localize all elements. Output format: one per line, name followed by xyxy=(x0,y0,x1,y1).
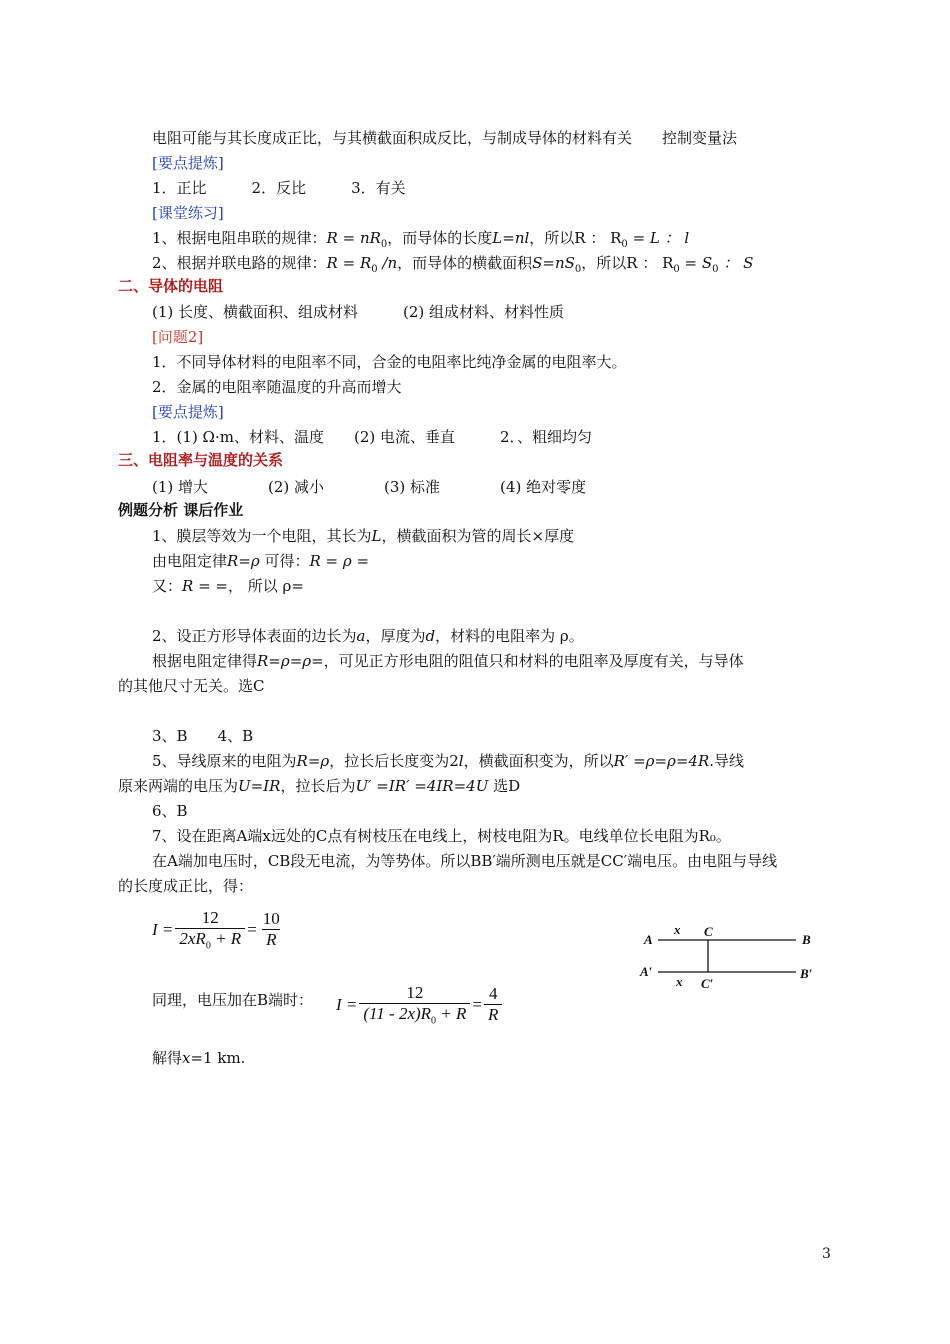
text-line: 1、膜层等效为一个电阻，其长为L，横截面积为管的周长×厚度 xyxy=(152,527,575,545)
section-tag: [课堂练习] xyxy=(152,204,224,222)
label-A-prime: A′ xyxy=(640,964,653,979)
text-line: 1．(1) Ω·m、材料、温度 (2) 电流、垂直 2．、粗细均匀 xyxy=(152,428,593,446)
text-line: (1) 增大 (2) 减小 (3) 标准 (4) 绝对零度 xyxy=(152,478,587,496)
section-tag: [要点提炼] xyxy=(152,403,224,421)
fraction: $\frac{12}{(11 - 2x)R_0 + R}$ xyxy=(359,983,470,1026)
text-line: 由电阻定律R=ρ 可得：R = ρ = xyxy=(152,552,370,570)
text-line: 根据电阻定律得R=ρ=ρ=，可见正方形电阻的阻值只和材料的电阻率及厚度有关，与导体 xyxy=(152,652,744,670)
text-line: (1) 长度、横截面积、组成材料 (2) 组成材料、材料性质 xyxy=(152,303,565,321)
section-heading: 例题分析 课后作业 xyxy=(118,501,244,519)
text-line: 3、B 4、B xyxy=(152,727,254,745)
equation-1: I = $\frac{12}{2xR_0 + R}$ = $\frac{10}{R}$ xyxy=(152,908,286,951)
section-tag: [要点提炼] xyxy=(152,154,224,172)
text-line: 的长度成正比，得： xyxy=(118,877,254,895)
text-line: 又：R = =， 所以 ρ= xyxy=(152,577,304,595)
fraction: $\frac{12}{2xR_0 + R}$ xyxy=(175,908,245,951)
label-C-prime: C′ xyxy=(701,976,714,991)
text-line: 在A端加电压时，CB段无电流，为等势体。所以BB′端所测电压就是CC′端电压。由电阻与导线 xyxy=(152,852,778,870)
text-line: 2、根据并联电路的规律：$R = R_0$ /n，而导体的横截面积$S=nS_0$，所以R ： $R_0 = S_0$ ： S xyxy=(152,254,754,275)
label-x-top: x xyxy=(674,922,681,937)
section-tag: [问题2] xyxy=(152,328,204,346)
label-C: C xyxy=(704,924,713,939)
text-line: 1．不同导体材料的电阻率不同，合金的电阻率比纯净金属的电阻率大。 xyxy=(152,353,627,371)
label-x-bottom: x xyxy=(676,974,683,989)
text-line: 6、B xyxy=(152,802,188,820)
text-line: 解得x=1 km. xyxy=(152,1049,246,1067)
section-heading: 三、电阻率与温度的关系 xyxy=(118,451,284,469)
wire-diagram xyxy=(636,920,836,995)
fraction: $\frac{10}{R}$ xyxy=(262,909,280,950)
text-line: 7、设在距离A端x远处的C点有树枝压在电线上，树枝电阻为R。电线单位长电阻为R₀。 xyxy=(152,827,731,845)
text-line: 2．金属的电阻率随温度的升高而增大 xyxy=(152,378,402,396)
label-B-prime: B′ xyxy=(800,966,813,981)
text-line: 5、导线原来的电阻为R=ρ，拉长后长度变为2l，横截面积变为，所以R′ =ρ=ρ=4R.导线 xyxy=(152,752,745,770)
section-heading: 二、导体的电阻 xyxy=(118,277,224,295)
text-line: 同理，电压加在B端时： xyxy=(152,991,314,1009)
text-line: 1．正比 2．反比 3．有关 xyxy=(152,179,406,197)
page-number: 3 xyxy=(822,1246,831,1262)
fraction: $\frac{4}{R}$ xyxy=(484,984,502,1025)
equation-2: I = $\frac{12}{(11 - 2x)R_0 + R}$ = $\frac{4}{R}$ xyxy=(336,983,504,1026)
label-B: B xyxy=(802,932,811,947)
text-line: 原来两端的电压为U=IR，拉长后为U′ =IR′ =4IR=4U 选D xyxy=(118,777,521,795)
text-line: 的其他尺寸无关。选C xyxy=(118,677,265,695)
label-A: A xyxy=(644,932,653,947)
text-line: 2、设正方形导体表面的边长为a，厚度为d，材料的电阻率为 ρ。 xyxy=(152,627,584,645)
text-line: 电阻可能与其长度成正比，与其横截面积成反比，与制成导体的材料有关 控制变量法 xyxy=(152,129,738,147)
text-line: 1、根据电阻串联的规律：$R = nR_0$，而导体的长度L=nl，所以R ： $R_0 = L$ ： l xyxy=(152,229,690,250)
